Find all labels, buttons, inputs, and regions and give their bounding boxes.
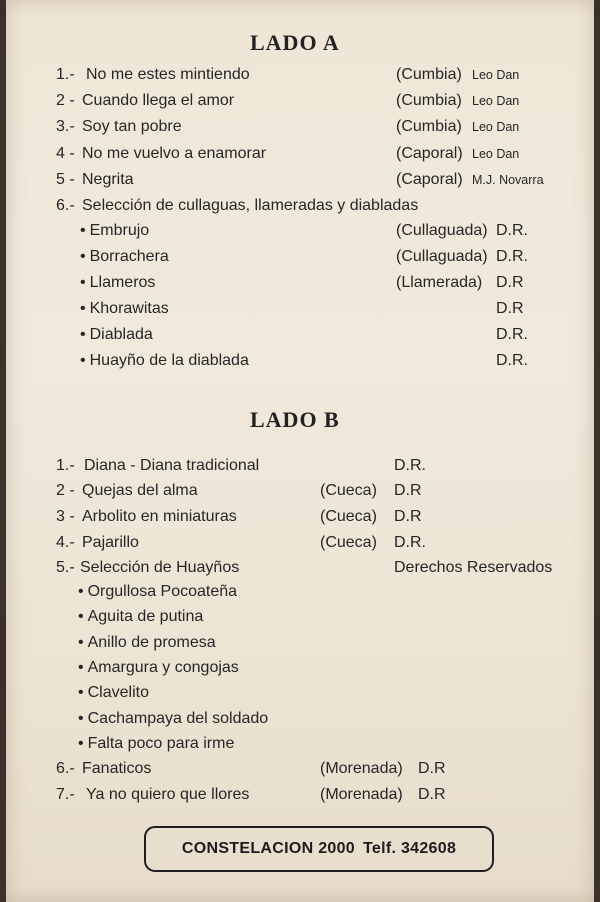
medley-item — [6, 659, 594, 683]
track-row — [6, 145, 594, 169]
label-name: CONSTELACION 2000 — [181, 840, 355, 857]
track-number: 3.- — [56, 118, 75, 135]
medley-item — [6, 608, 594, 632]
label-phone: Telf. 342608 — [363, 840, 457, 857]
track-row — [6, 482, 594, 506]
track-credit: Leo Dan — [472, 120, 520, 134]
track-row — [6, 559, 594, 583]
medley-title: • Llameros — [80, 274, 155, 292]
medley-item — [6, 352, 594, 376]
track-credit: M.J. Novarra — [472, 173, 544, 187]
track-title: Selección de cullaguas, llameradas y diabladas — [82, 197, 419, 214]
medley-item — [6, 684, 594, 708]
medley-title: • Anillo de promesa — [78, 634, 216, 652]
side-b-heading: LADO B — [250, 407, 340, 432]
track-genre: (Morenada) — [320, 786, 403, 803]
medley-genre: (Cullaguada) — [396, 222, 488, 239]
track-genre: (Cumbia) — [396, 118, 462, 135]
medley-item — [6, 300, 594, 324]
track-credit: D.R. — [394, 457, 426, 474]
medley-title: • Khorawitas — [80, 300, 169, 318]
medley-credit: D.R. — [496, 352, 528, 369]
track-row — [6, 760, 594, 784]
track-title: Soy tan pobre — [82, 118, 182, 135]
track-row — [6, 66, 594, 90]
track-number: 2 - — [56, 92, 75, 109]
medley-credit: D.R. — [496, 222, 528, 239]
track-genre: (Caporal) — [396, 145, 463, 162]
track-number: 4 - — [56, 145, 75, 162]
track-row — [6, 508, 594, 532]
track-number: 2 - — [56, 482, 75, 499]
track-number: 5 - — [56, 171, 75, 188]
track-genre: (Cumbia) — [396, 92, 462, 109]
track-title: Selección de Huayños — [80, 559, 240, 576]
track-genre: (Caporal) — [396, 171, 463, 188]
track-genre: (Cueca) — [320, 508, 377, 525]
track-row — [6, 197, 594, 221]
track-credit: Leo Dan — [472, 94, 520, 108]
medley-item — [6, 222, 594, 246]
medley-title: • Huayño de la diablada — [80, 352, 249, 370]
track-title: No me vuelvo a enamorar — [82, 145, 267, 162]
medley-title: • Aguita de putina — [78, 608, 203, 626]
medley-credit: D.R. — [496, 326, 528, 343]
medley-item — [6, 710, 594, 734]
track-credit: Leo Dan — [472, 68, 520, 82]
track-number: 4.- — [56, 534, 75, 551]
track-number: 7.- — [56, 786, 75, 803]
medley-title: • Orgullosa Pocoateña — [78, 583, 237, 601]
medley-credit: D.R — [496, 274, 524, 291]
medley-title: • Falta poco para irme — [78, 735, 234, 753]
track-title: Pajarillo — [82, 534, 139, 551]
medley-title: • Cachampaya del soldado — [78, 710, 268, 728]
track-number: 3 - — [56, 508, 75, 525]
track-credit: Derechos Reservados — [394, 559, 553, 576]
side-a-heading: LADO A — [250, 30, 340, 55]
track-number: 5.- — [56, 559, 75, 576]
track-credit: D.R — [394, 508, 422, 525]
medley-title: • Clavelito — [78, 684, 149, 702]
medley-genre: (Cullaguada) — [396, 248, 488, 265]
track-title: Fanaticos — [82, 760, 152, 777]
track-genre: (Morenada) — [320, 760, 403, 777]
track-credit: D.R. — [394, 534, 426, 551]
medley-title: • Embrujo — [80, 222, 149, 240]
medley-item — [6, 634, 594, 658]
medley-item — [6, 274, 594, 298]
medley-item — [6, 248, 594, 272]
track-genre: (Cueca) — [320, 482, 377, 499]
track-number: 6.- — [56, 760, 75, 777]
medley-item — [6, 583, 594, 607]
track-row — [6, 118, 594, 142]
track-credit: D.R — [418, 786, 446, 803]
track-title: Quejas del alma — [82, 482, 198, 499]
label-stamp — [144, 826, 494, 872]
medley-item — [6, 735, 594, 759]
medley-credit: D.R — [496, 300, 524, 317]
track-title: Ya no quiero que llores — [86, 786, 250, 803]
track-title: Arbolito en miniaturas — [82, 508, 237, 525]
track-title: Negrita — [82, 171, 134, 188]
medley-item — [6, 326, 594, 350]
cassette-insert-card — [6, 0, 594, 902]
track-genre: (Cueca) — [320, 534, 377, 551]
track-row — [6, 457, 594, 481]
track-title: Diana - Diana tradicional — [84, 457, 260, 474]
track-credit: D.R — [394, 482, 422, 499]
track-row — [6, 92, 594, 116]
track-row — [6, 171, 594, 195]
track-number: 1.- — [56, 457, 75, 474]
track-row — [6, 534, 594, 558]
medley-title: • Amargura y congojas — [78, 659, 239, 677]
medley-title: • Borrachera — [80, 248, 169, 266]
track-row — [6, 786, 594, 810]
track-credit: D.R — [418, 760, 446, 777]
track-title: No me estes mintiendo — [86, 66, 250, 83]
medley-credit: D.R. — [496, 248, 528, 265]
track-title: Cuando llega el amor — [82, 92, 235, 109]
track-genre: (Cumbia) — [396, 66, 462, 83]
track-credit: Leo Dan — [472, 147, 520, 161]
medley-title: • Diablada — [80, 326, 153, 344]
track-number: 1.- — [56, 66, 75, 83]
medley-genre: (Llamerada) — [396, 274, 483, 291]
track-number: 6.- — [56, 197, 75, 214]
